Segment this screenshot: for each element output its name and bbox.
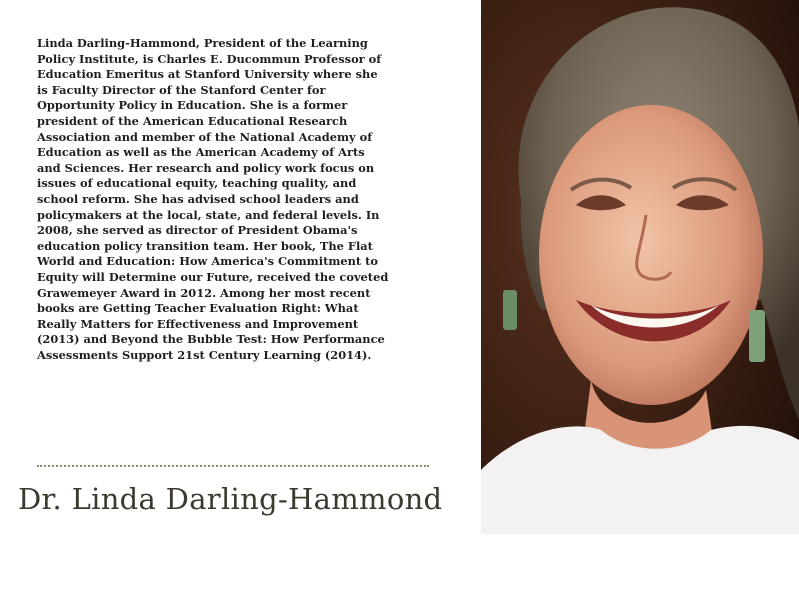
person-name-heading: Dr. Linda Darling-Hammond	[18, 482, 443, 516]
portrait-photo	[481, 0, 799, 534]
dotted-divider	[37, 465, 429, 467]
bio-paragraph: Linda Darling-Hammond, President of the Learning Policy Institute, is Charles E. Ducommun Professor of Education Emeritus at Stanford University where she is Faculty Director of the Stanford Center for Opportunity Policy in Education. She is a former president of the American Educational Research Association and member of the National Academy of Education as well as the American Academy of Arts and Sciences. Her research and policy work focus on issues of educational equity, teaching quality, and school reform. She has advised school leaders and policymakers at the local, state, and federal levels. In 2008, she served as director of President Obama's education policy transition team. Her book, The Flat World and Education: How America's Commitment to Equity will Determine our Future, received the coveted Grawemeyer Award in 2012. Among her most recent books are Getting Teacher Evaluation Right: What Really Matters for Effectiveness and Improvement (2013) and Beyond the Bubble Test: How Performance Assessments Support 21st Century Learning (2014).	[37, 36, 389, 362]
